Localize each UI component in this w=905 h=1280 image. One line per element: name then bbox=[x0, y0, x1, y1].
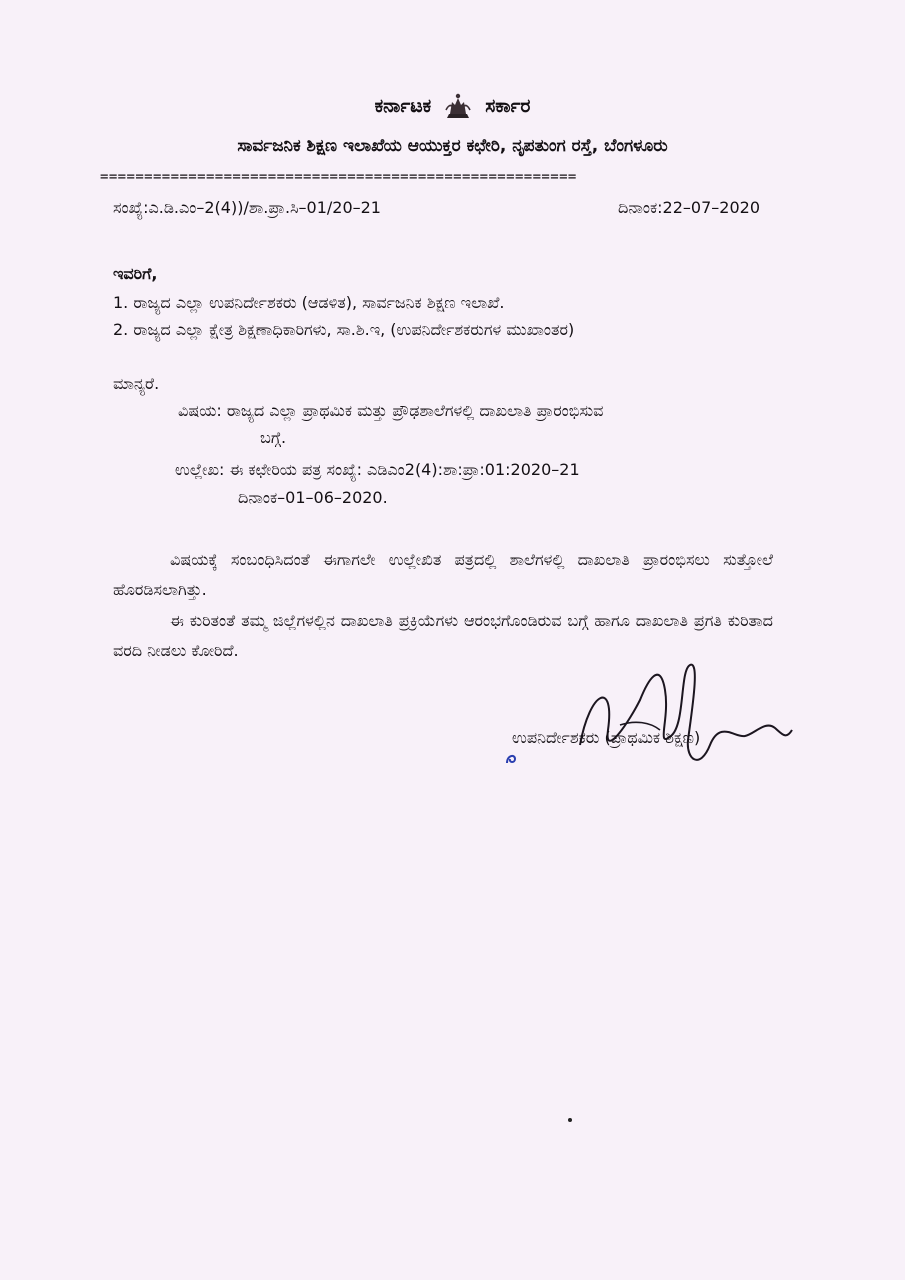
handwritten-signature bbox=[560, 650, 800, 780]
subject-line: ವಿಷಯ: ರಾಜ್ಯದ ಎಲ್ಲಾ ಪ್ರಾಥಮಿಕ ಮತ್ತು ಪ್ರೌಢಶಾಲೆಗಳಲ್ಲಿ ದಾಖಲಾತಿ ಪ್ರಾರಂಭಿಸುವ bbox=[178, 401, 604, 420]
recipient-item: 1. ರಾಜ್ಯದ ಎಲ್ಲಾ ಉಪನಿರ್ದೇಶಕರು (ಆಡಳಿತ), ಸಾರ್ವಜನಿಕ ಶಿಕ್ಷಣ ಇಲಾಖೆ. bbox=[113, 293, 505, 312]
recipient-item: 2. ರಾಜ್ಯದ ಎಲ್ಲಾ ಕ್ಷೇತ್ರ ಶಿಕ್ಷಣಾಧಿಕಾರಿಗಳು, ಸಾ.ಶಿ.ಇ, (ಉಪನಿರ್ದೇಶಕರುಗಳ ಮುಖಾಂತರ) bbox=[113, 320, 575, 339]
scan-speck bbox=[568, 1118, 572, 1122]
signatory-designation: ಉಪನಿರ್ದೇಶಕರು (ಪ್ರಾಥಮಿಕ ಶಿಕ್ಷಣ) bbox=[512, 728, 701, 747]
salutation: ಮಾನ್ಯರೆ. bbox=[113, 374, 160, 393]
body-paragraph: ವಿಷಯಕ್ಕೆ ಸಂಬಂಧಿಸಿದಂತೆ ಈಗಾಗಲೇ ಉಲ್ಲೇಖಿತ ಪತ್ರದಲ್ಲಿ ಶಾಲೆಗಳಲ್ಲಿ ದಾಖಲಾತಿ ಪ್ರಾರಂಭಿಸಲು ಸುತ್ತೋಲೆ ಹೊರಡಿಸಲಾಗಿತ್ತು. bbox=[113, 550, 773, 599]
karnataka-emblem-icon bbox=[443, 92, 473, 120]
reference-date: ದಿನಾಂಕ–01–06–2020. bbox=[238, 488, 388, 507]
reference-line: ಉಲ್ಲೇಖ: ಈ ಕಛೇರಿಯ ಪತ್ರ ಸಂಖ್ಯೆ: ಎಡಿಎಂ2(4):ಶಾ:ಪ್ರಾ:01:2020–21 bbox=[175, 460, 580, 479]
state-name-right: ಸರ್ಕಾರ bbox=[485, 95, 531, 117]
subject-line-continued: ಬಗ್ಗೆ. bbox=[260, 428, 287, 447]
body-paragraph: ಈ ಕುರಿತಂತೆ ತಮ್ಮ ಜಿಲ್ಲೆಗಳಲ್ಲಿನ ದಾಖಲಾತಿ ಪ್ರಕ್ರಿಯೆಗಳು ಆರಂಭಗೊಂಡಿರುವ ಬಗ್ಗೆ ಹಾಗೂ ದಾಖಲಾತಿ ಪ್ರಗತಿ ಕುರಿತಾದ ವರದಿ ನೀಡಲು ಕೋರಿದೆ. bbox=[113, 611, 773, 660]
letter-date: ದಿನಾಂಕ:22–07–2020 bbox=[618, 198, 760, 217]
ink-mark-icon bbox=[504, 750, 520, 766]
reference-number: ಸಂಖ್ಯೆ:ಎ.ಡಿ.ಎಂ–2(4))/ಶಾ.ಪ್ರಾ.ಸಿ–01/20–21 bbox=[113, 198, 381, 217]
recipients-label: ಇವರಿಗೆ, bbox=[113, 264, 158, 283]
state-name-left: ಕರ್ನಾಟಕ bbox=[374, 95, 432, 117]
office-name: ಸಾರ್ವಜನಿಕ ಶಿಕ್ಷಣ ಇಲಾಖೆಯ ಆಯುಕ್ತರ ಕಛೇರಿ, ನೃಪತುಂಗ ರಸ್ತೆ, ಬೆಂಗಳೂರು bbox=[237, 136, 668, 156]
letterhead-title bbox=[0, 92, 905, 120]
separator-rule: ====================================================== bbox=[100, 169, 577, 185]
